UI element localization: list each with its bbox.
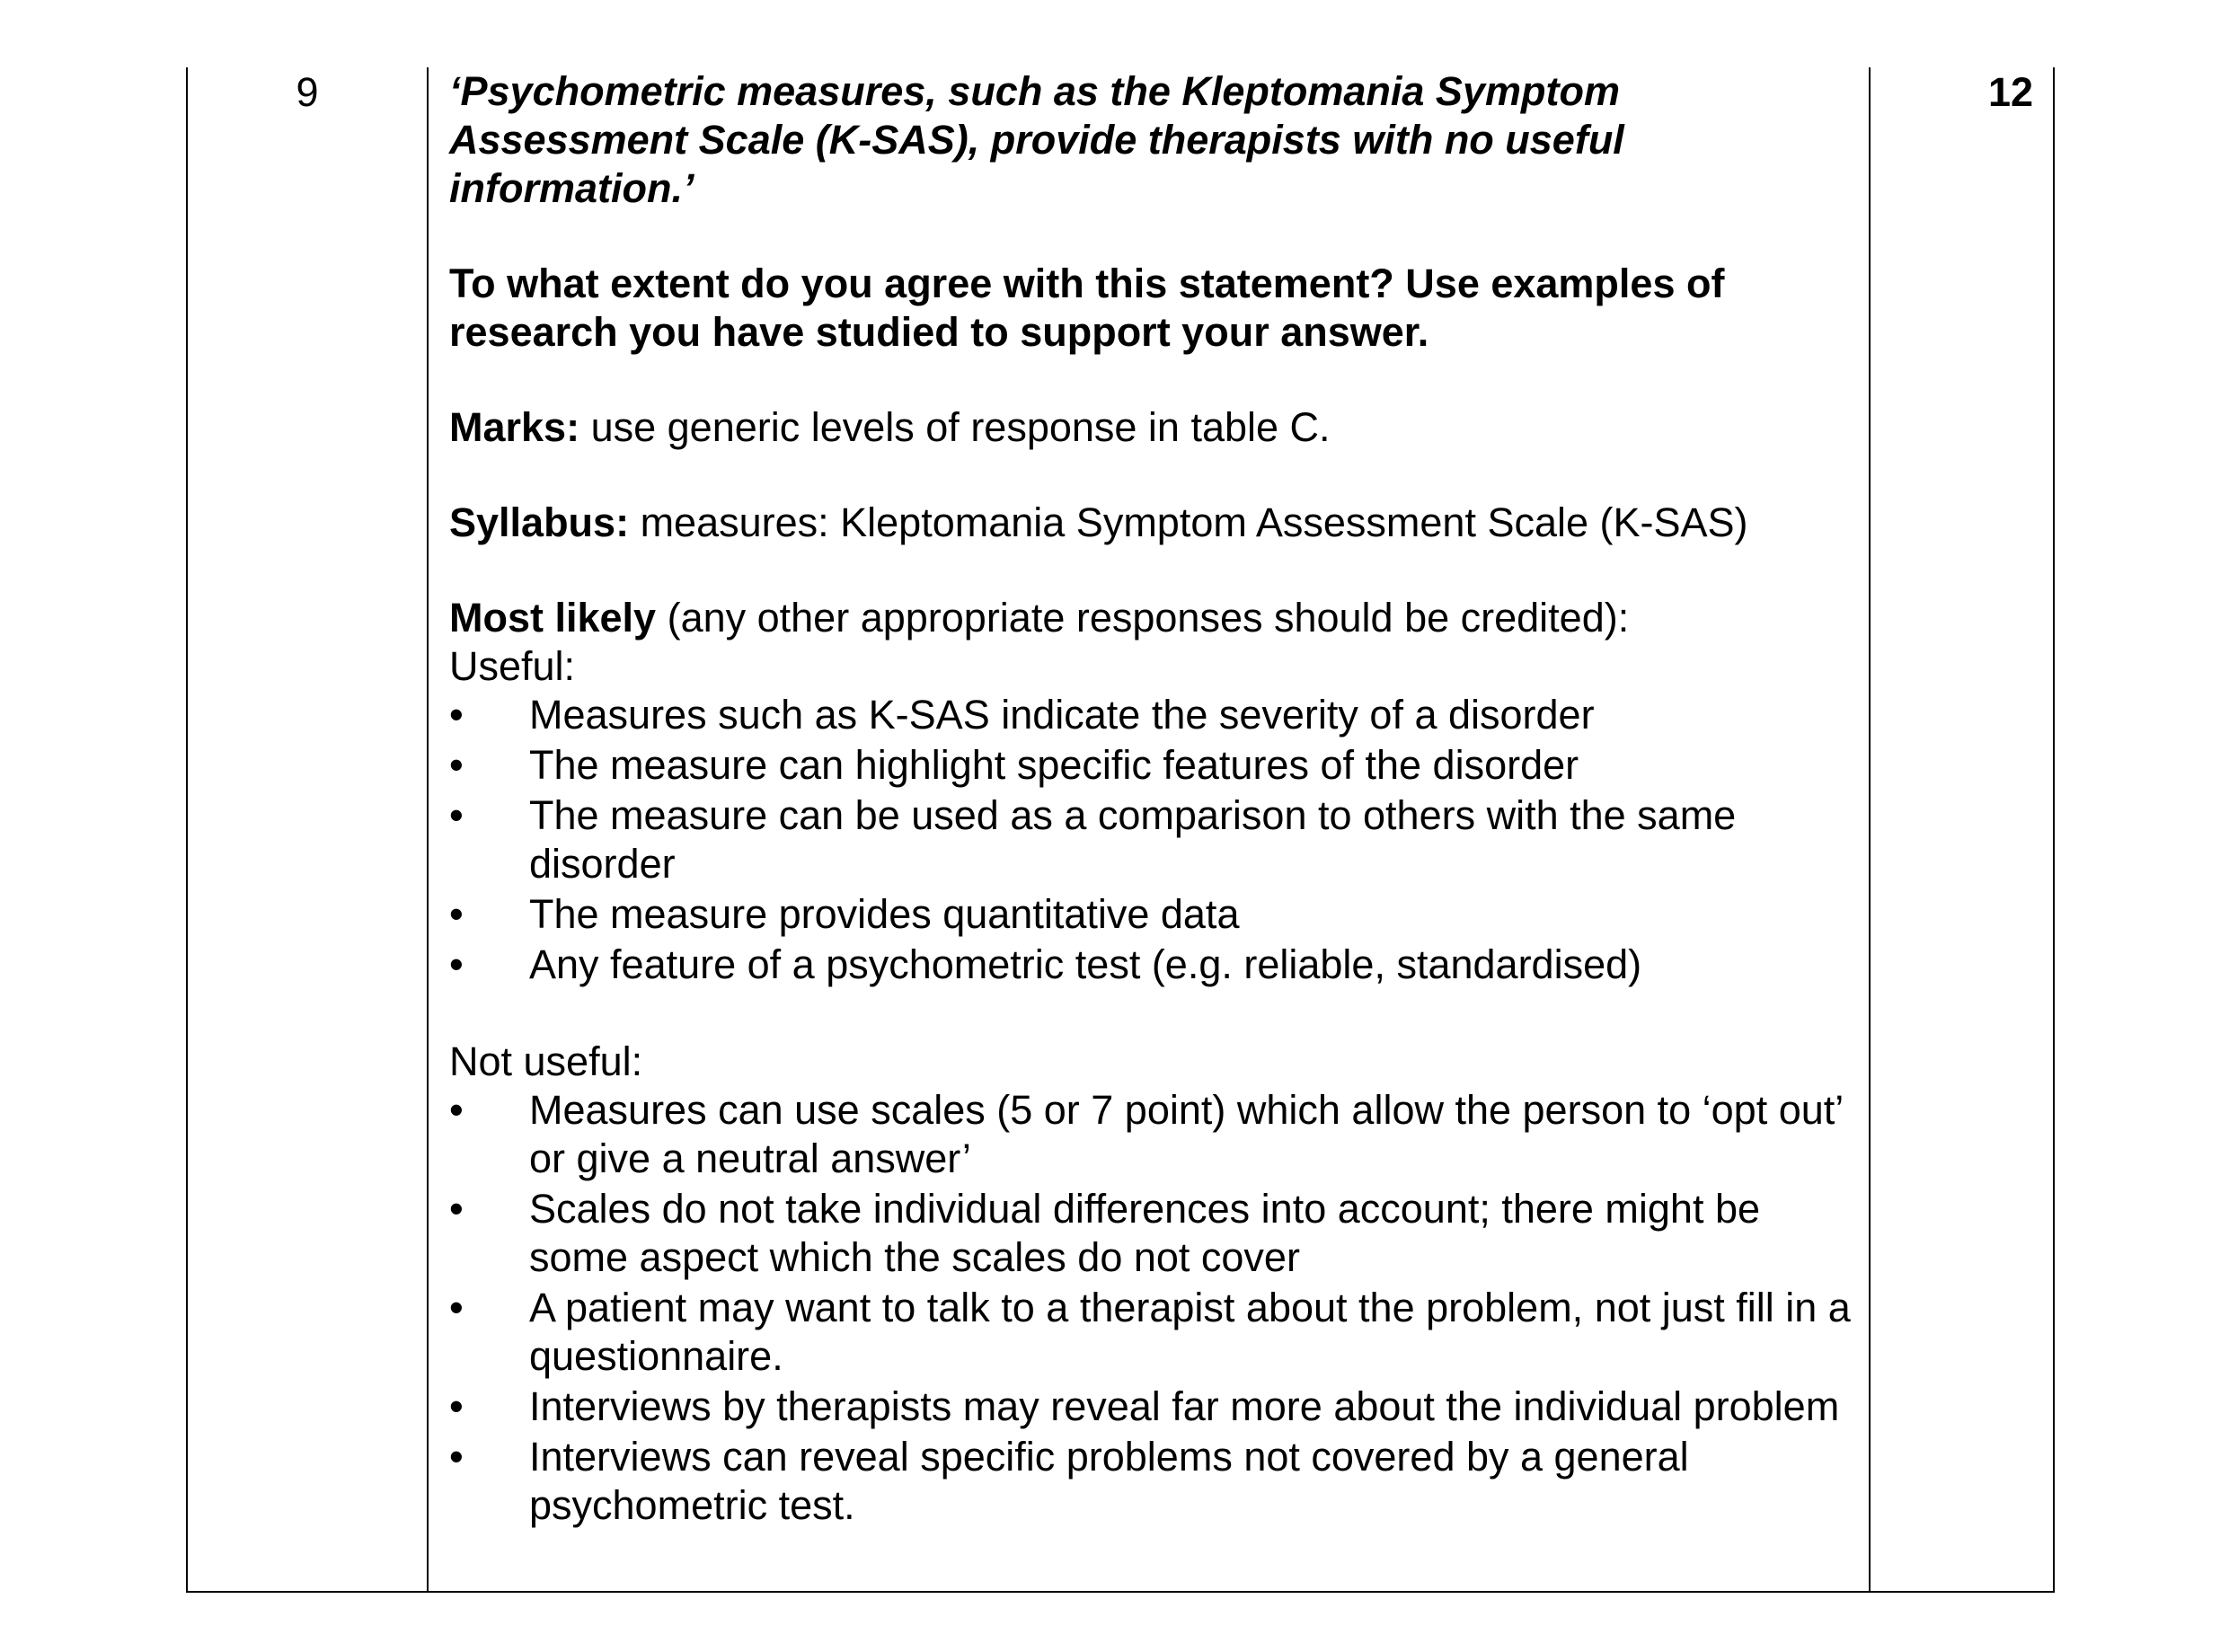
question-statement: ‘Psychometric measures, such as the Kleptomania Symptom Assessment Scale (K-SAS), provide therapists with no useful information.’ xyxy=(449,68,1624,211)
most-likely-label: Most likely xyxy=(449,595,657,640)
question-prompt: To what extent do you agree with this statement? Use examples of research you have studied to support your answer. xyxy=(449,261,1725,355)
useful-list xyxy=(449,691,1851,989)
marks-label: Marks: xyxy=(449,404,580,450)
bullet-icon: • xyxy=(449,792,464,838)
list-item: • The measure can be used as a comparison to others with the same disorder xyxy=(449,792,1737,887)
list-item: • Measures such as K-SAS indicate the severity of a disorder xyxy=(449,692,1595,738)
answer-cell xyxy=(449,67,1851,1532)
most-likely-line xyxy=(449,594,1851,642)
list-item: • The measure can highlight specific features of the disorder xyxy=(449,742,1579,788)
syllabus-line xyxy=(449,499,1851,547)
question-number: 9 xyxy=(296,69,319,115)
bullet-icon: • xyxy=(449,891,464,937)
list-item: • Interviews can reveal specific problems not covered by a general psychometric test. xyxy=(449,1434,1689,1528)
column-divider-left xyxy=(427,67,429,1591)
bullet-icon: • xyxy=(449,941,464,987)
syllabus-label: Syllabus: xyxy=(449,499,630,545)
list-item: • A patient may want to talk to a therapist about the problem, not just fill in a questionnaire. xyxy=(449,1285,1851,1379)
not-useful-heading: Not useful: xyxy=(449,1038,643,1084)
bullet-icon: • xyxy=(449,1383,464,1429)
marks-line xyxy=(449,403,1851,452)
list-item: • Measures can use scales (5 or 7 point) which allow the person to ‘opt out’ or give a neutral answer’ xyxy=(449,1087,1843,1181)
bullet-icon: • xyxy=(449,742,464,788)
column-divider-right xyxy=(1869,67,1871,1591)
marks-text: use generic levels of response in table C. xyxy=(579,404,1331,450)
most-likely-text: (any other appropriate responses should be credited): xyxy=(656,595,1630,640)
total-marks: 12 xyxy=(1987,69,2033,115)
list-item: • Interviews by therapists may reveal far more about the individual problem xyxy=(449,1383,1840,1429)
useful-heading: Useful: xyxy=(449,643,576,689)
not-useful-list xyxy=(449,1086,1851,1530)
list-item: • Scales do not take individual differences into account; there might be some aspect which the scales do not cover xyxy=(449,1186,1761,1280)
list-item: • The measure provides quantitative data xyxy=(449,891,1240,937)
bullet-icon: • xyxy=(449,1434,464,1480)
mark-scheme-table-row xyxy=(186,67,2055,1593)
bullet-icon: • xyxy=(449,1285,464,1330)
list-item: • Any feature of a psychometric test (e.g. reliable, standardised) xyxy=(449,941,1642,987)
bullet-icon: • xyxy=(449,1087,464,1133)
bullet-icon: • xyxy=(449,692,464,738)
bullet-icon: • xyxy=(449,1186,464,1232)
syllabus-text: measures: Kleptomania Symptom Assessment Scale (K-SAS) xyxy=(629,499,1748,545)
